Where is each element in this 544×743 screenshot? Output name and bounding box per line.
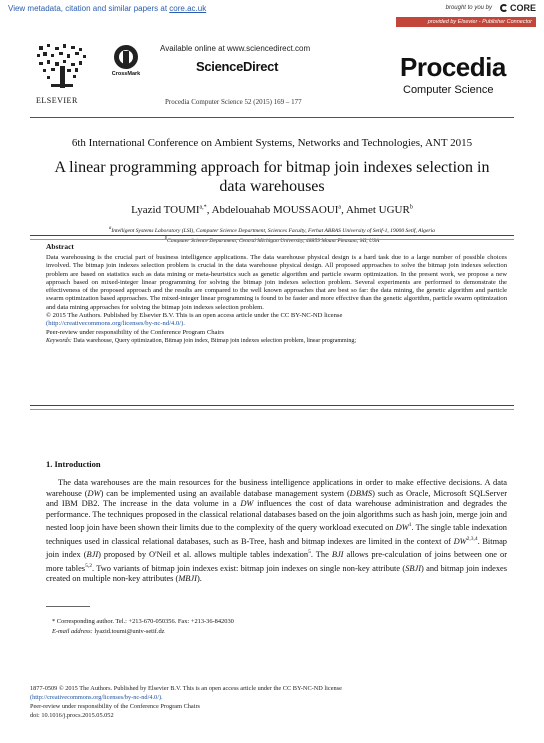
math-dbms: DBMS [349,488,373,498]
core-logo-label: CORE [509,3,536,13]
intro-text-j: . Two variants of bitmap join indexes exist: bitmap join indexes on single non-key attribute ( [91,563,406,573]
author-1: Lyazid TOUMI [131,204,200,216]
footer-peer-review: Peer-review under responsibility of the Conference Program Chairs [30,703,201,710]
intro-text-g: ) proposed by O'Neil et al. allows multiple tables indexation [98,549,309,559]
author-2-sup: a [338,204,342,211]
math-dw: DW [395,523,409,533]
affiliation-a [30,225,514,235]
sciencedirect-logo: ScienceDirect [196,59,279,74]
ref-2-3-4[interactable]: 2,3,4 [466,535,478,542]
math-sbji: SBJI [405,563,421,573]
core-bar [0,0,544,28]
core-icon [500,4,508,12]
affil-b-text: Computer Science Department, Central Michigan University, 48859 Mount Pleasant, MI, USA [167,237,380,244]
abstract-body [46,254,507,345]
intro-text-d: influences the cost of data warehouse administration and degrades the performance. The techniques proposed in the classical relational databases based on the join algorithms such as hash join, merge join and nested loop join have been shown their limits due to the complexity of the query workload executed on [46,499,507,533]
crossmark-badge[interactable] [108,44,144,77]
crossmark-icon [113,44,139,70]
intro-text-e: . The single table indexation techniques used in classical relational databases, such as B-Tree, hash and bitmap indexes are limited in the context of [46,523,507,546]
abstract-rule-top-thin [30,239,514,240]
journal-citation: Procedia Computer Science 52 (2015) 169 – 177 [165,98,302,106]
keywords-label: Keywords: [46,337,72,344]
core-link-domain[interactable]: core.ac.uk [169,4,207,13]
intro-text-h: . The [310,549,332,559]
intro-text-i: allows pre-calculation of joins between one or more tables [46,549,507,573]
math-dw: DW [87,488,101,498]
affil-a-sup: a [109,226,112,231]
intro-text-b: ) can be implemented using an available database management system ( [100,488,350,498]
brought-by-label: brought to you by [445,5,492,11]
author-2: , Abdelouahab MOUSSAOUI [206,204,339,216]
abstract-heading: Abstract [46,242,74,251]
introduction-body [46,478,507,585]
math-dw: DW [453,536,467,546]
core-metadata-link[interactable] [8,4,206,13]
math-bji: BJI [86,549,99,559]
intro-text-k: ) and bitmap join indexes created on multiple non-key attributes ( [46,563,507,583]
abstract-rule-bottom [30,405,514,406]
introduction-paragraph [46,478,507,585]
procedia-subtitle: Computer Science [403,84,494,96]
footnote-rule [46,606,90,607]
email-address[interactable]: lyazid.toumi@univ-setif.dz [92,628,165,635]
elsevier-tree-logo [33,42,93,104]
author-list [0,204,544,216]
email-line [52,627,234,637]
provider-label: provided by Elsevier - Publisher Connector [427,19,532,25]
footer-license-link[interactable]: (http://creativecommons.org/licenses/by-nc-nd/4.0/). [30,694,163,701]
keywords [46,337,507,345]
author-1-sup: a,* [199,204,207,211]
math-dw: DW [240,499,254,509]
ref-5[interactable]: 5 [308,549,311,556]
masthead-divider [30,117,514,118]
email-label: E-mail address: [52,628,93,635]
abstract-rule-bottom-thin [30,409,514,410]
math-mbji: MBJI [178,573,197,583]
elsevier-wordmark: ELSEVIER [36,96,78,105]
affil-b-sup: b [164,235,168,241]
abstract-rule-top [30,235,514,236]
footnote-star: * [52,618,56,625]
intro-text-f: . Bitmap join index ( [46,536,507,559]
crossmark-label: CrossMark [111,71,141,77]
section-heading-introduction: 1. Introduction [46,459,101,469]
conference-name: 6th International Conference on Ambient Systems, Networks and Technologies, ANT 2015 [71,137,473,149]
page-footer [30,684,342,720]
corresponding-text: Corresponding author. Tel.: +213-670-050356. Fax: +213-36-842030 [55,618,234,625]
ref-1[interactable]: 1 [408,522,412,529]
ref-5-2[interactable]: 5,2 [85,562,92,569]
peer-review: Peer-review under responsibility of the Conference Program Chairs [46,328,225,336]
title-line-2: data warehouses [219,178,325,195]
footer-doi[interactable]: doi: 10.1016/j.procs.2015.05.052 [30,712,114,719]
paper-title [30,158,514,196]
footnote [52,617,234,637]
author-3: , Ahmet UGUR [341,204,410,216]
license-link[interactable]: (http://creativecommons.org/licenses/by-nc-nd/4.0/). [46,320,185,328]
core-link-text: View metadata, citation and similar papers at [8,4,170,13]
provider-band[interactable] [396,17,536,27]
intro-text-a: The data warehouses are the main resources for the business intelligence applications in order to make effective decisions. A data warehouse ( [46,478,507,498]
math-bji: BJI [331,549,344,559]
affil-a-text: Intelligent Systems Laboratory (LSI), Computer Science Department, Sciences Faculty, Ferhat ABBAS University of Setif-1, 19000 Setif, Algeria [111,227,435,234]
intro-text-l: ). [196,573,202,583]
footer-copyright: 1877-0509 © 2015 The Authors. Published by Elsevier B.V. This is an open access article under the CC BY-NC-ND license [30,685,342,692]
procedia-logo: Procedia [400,52,506,82]
title-line-1: A linear programming approach for bitmap join indexes selection in [54,159,490,176]
keywords-list: Data warehouse, Query optimization, Bitmap join index, Bitmap join indexes selection problem, linear programming; [71,337,357,344]
corresponding-author [52,617,234,627]
author-3-sup: b [409,204,413,211]
abstract-text: Data warehousing is the crucial part of business intelligence applications. The data warehouse physical design is a hard task due to a large number of possible choices involved. The bitmap join indexes selection problem is crucial in the data warehouse physical design. All proposed approaches to solve the bitmap join indexes selection problem are based on statistics such as data mining or meta-heuristics such as genetic algorithm and particle swarm optimization. In the present work, we propose a new approach based on mixed-integer linear programming for solving the bitmap join indexes selection problem. Several experiments are performed to demonstrate the effectiveness of the proposed approach and the results are compared to the well known approaches that are best so far: the data mining, the genetic algorithm and particle swarm optimization based approaches. The mixed-integer linear programming is found to be faster and more effective than the genetic algorithm, particle swarm optimization and data mining approaches for solving the bitmap join indexes selection problem. [46,254,507,311]
core-logo[interactable] [500,3,536,13]
available-online: Available online at www.sciencedirect.com [160,44,311,53]
intro-text-c: ) such as Oracle, Microsoft SQLServer and IBM DB2. The increase in the data volume in a [46,488,507,509]
abstract-copyright: © 2015 The Authors. Published by Elsevier B.V. This is an open access article under the CC BY-NC-ND license [46,312,343,320]
